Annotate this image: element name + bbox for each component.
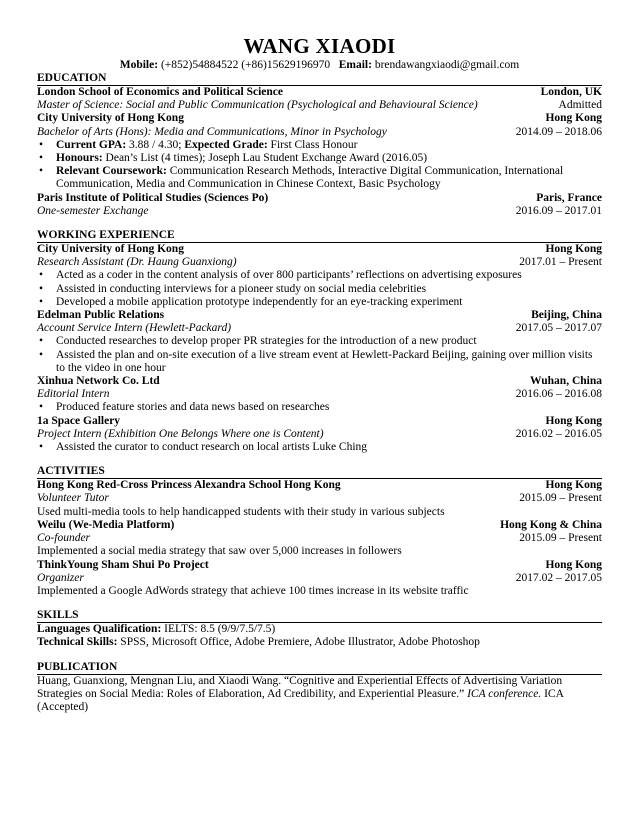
activity-org: Hong Kong Red-Cross Princess Alexandra School Hong Kong (37, 479, 341, 492)
job-dates: 2017.01 – Present (519, 256, 602, 269)
activity-desc: Implemented a Google AdWords strategy that achieve 100 times increase in its website traffic (37, 584, 469, 597)
job-role: Editorial Intern (37, 388, 110, 401)
publication-title: PUBLICATION (37, 661, 602, 675)
list-item: • Assisted the curator to conduct research on local artists Luke Ching (56, 441, 602, 454)
activity-role-row (37, 492, 602, 505)
list-item: • Produced feature stories and data news based on researches (56, 401, 602, 414)
job-location: Beijing, China (531, 309, 602, 322)
edu-lse-location: London, UK (540, 86, 602, 98)
publication-status: ICA (Accepted) (37, 687, 564, 713)
list-item: • Acted as a coder in the content analysis of over 800 participants’ reflections on advertising exposures (56, 269, 602, 282)
edu-sciencespo-degree-row (37, 205, 602, 218)
mobile-value: (+852)54884522 (+86)15629196970 (160, 59, 331, 71)
list-item: • Assisted the plan and on-site execution of a live stream event at Hewlett-Packard Beijing, gaining over million visits to the video in one hour (56, 349, 602, 375)
job-dates: 2016.06 – 2016.08 (515, 388, 602, 401)
activity-org-row (37, 479, 602, 492)
job-dates: 2016.02 – 2016.05 (515, 427, 602, 440)
technical-value: SPSS, Microsoft Office, Adobe Premiere, Adobe Illustrator, Adobe Photoshop (120, 636, 480, 649)
job-bullets (37, 441, 602, 454)
activity-org-row (37, 519, 602, 532)
list-item (56, 152, 602, 165)
edu-sciencespo-school: Paris Institute of Political Studies (Sciences Po) (37, 191, 269, 204)
email-label: Email: (338, 59, 372, 71)
list-item (56, 139, 602, 152)
edu-sciencespo-location: Paris, France (536, 191, 602, 204)
activity-role: Organizer (37, 571, 84, 584)
job-role-row (37, 256, 602, 269)
edu-cityu-school: City University of Hong Kong (37, 112, 184, 125)
edu-cityu-dates: 2014.09 – 2018.06 (515, 125, 602, 138)
job-role: Research Assistant (Dr. Haung Guanxiong) (37, 256, 237, 269)
job-location: Wuhan, China (529, 375, 602, 388)
email-value[interactable]: brendawangxiaodi@gmail.com (374, 59, 520, 71)
activity-dates: 2015.09 – Present (519, 532, 602, 545)
gpa-value: 3.88 / 4.30; (129, 138, 182, 151)
education-title: EDUCATION (37, 72, 602, 86)
job-org: 1a Space Gallery (37, 414, 121, 427)
edu-lse-degree-row (37, 99, 602, 112)
languages-value: IELTS: 8.5 (9/9/7.5/7.5) (164, 623, 276, 636)
publication-citation: Huang, Guanxiong, Mengnan Liu, and Xiaodi Wang. “Cognitive and Experiential Effects of Advertising Variation Strategies on Social Media: Roles of Elaboration, Ad Credibility, and Experiential Pleasure.” (37, 674, 563, 700)
expected-grade-value: First Class Honour (270, 138, 358, 151)
list-item (56, 165, 602, 191)
publication-conference: ICA conference. (467, 687, 542, 700)
activity-location: Hong Kong (545, 558, 602, 571)
job-org-row (37, 309, 602, 322)
job-org: Edelman Public Relations (37, 309, 165, 322)
list-item: • Developed a mobile application prototype independently for an eye-tracking experiment (56, 296, 602, 309)
job-bullets (37, 401, 602, 414)
publication-entry (37, 675, 602, 715)
job-dates: 2017.05 – 2017.07 (515, 322, 602, 335)
edu-cityu-degree-row (37, 126, 602, 139)
skills-section (37, 609, 602, 649)
edu-cityu-location: Hong Kong (545, 112, 602, 125)
languages-label: Languages Qualification: (37, 623, 162, 636)
job-org-row (37, 415, 602, 428)
candidate-name: WANG XIAODI (243, 34, 396, 58)
work-section (37, 229, 602, 454)
edu-lse-degree: Master of Science: Social and Public Communication (Psychological and Behavioural Science) (37, 99, 478, 112)
edu-sciencespo-row (37, 192, 602, 205)
activity-dates: 2017.02 – 2017.05 (515, 571, 602, 584)
skills-title: SKILLS (37, 609, 602, 623)
job-bullets (37, 269, 602, 309)
activity-desc: Used multi-media tools to help handicapped students with their study in various subjects (37, 505, 445, 518)
job-org: Xinhua Network Co. Ltd (37, 375, 160, 388)
work-title: WORKING EXPERIENCE (37, 229, 602, 243)
job-role: Project Intern (Exhibition One Belongs Where one is Content) (37, 427, 324, 440)
list-item: • Assisted in conducting interviews for a pioneer study on social media celebrities (56, 283, 602, 296)
job-org-row (37, 243, 602, 256)
job-org: City University of Hong Kong (37, 243, 184, 256)
technical-label: Technical Skills: (37, 636, 118, 649)
honours-label: Honours: (56, 152, 103, 165)
edu-lse-school: London School of Economics and Political Science (37, 86, 283, 98)
coursework-label: Relevant Coursework: (56, 165, 167, 178)
skills-technical (37, 636, 602, 649)
honours-value: Dean’s List (4 times); Joseph Lau Student Exchange Award (2016.05) (105, 152, 428, 165)
job-location: Hong Kong (545, 243, 602, 256)
list-item: • Conducted researches to develop proper PR strategies for the introduction of a new product (56, 335, 602, 348)
edu-sciencespo-dates: 2016.09 – 2017.01 (515, 204, 602, 217)
job-role: Account Service Intern (Hewlett-Packard) (37, 322, 232, 335)
activity-role: Volunteer Tutor (37, 492, 109, 505)
activity-org: Weilu (We-Media Platform) (37, 518, 175, 531)
activity-location: Hong Kong & China (500, 518, 602, 531)
coursework-value: Communication Research Methods, Interactive Digital Communication, International Communication, Media and Communication in Chinese Context, Basic Psychology (56, 165, 564, 191)
activity-org: ThinkYoung Sham Shui Po Project (37, 558, 209, 571)
skills-languages (37, 623, 602, 636)
job-role-row (37, 388, 602, 401)
activities-title: ACTIVITIES (37, 465, 602, 479)
gpa-label: Current GPA: (56, 138, 127, 151)
contact-line (37, 58, 602, 72)
job-bullets (37, 335, 602, 375)
education-section (37, 72, 602, 218)
job-role-row (37, 428, 602, 441)
expected-grade-label: Expected Grade: (184, 138, 268, 151)
edu-lse-row (37, 86, 602, 99)
publication-section (37, 661, 602, 715)
activity-desc: Implemented a social media strategy that saw over 5,000 increases in followers (37, 545, 402, 558)
activity-org-row (37, 559, 602, 572)
activity-role: Co-founder (37, 532, 91, 545)
job-org-row (37, 375, 602, 388)
edu-cityu-degree: Bachelor of Arts (Hons): Media and Communications, Minor in Psychology (37, 125, 387, 138)
activity-role-row (37, 572, 602, 585)
activity-role-row (37, 532, 602, 545)
activities-section (37, 465, 602, 598)
edu-cityu-bullets (37, 139, 602, 192)
activity-location: Hong Kong (545, 479, 602, 492)
resume-page (37, 34, 602, 714)
edu-cityu-row (37, 112, 602, 125)
edu-lse-status: Admitted (558, 99, 602, 112)
activity-dates: 2015.09 – Present (519, 492, 602, 505)
job-role-row (37, 322, 602, 335)
edu-sciencespo-degree: One-semester Exchange (37, 204, 149, 217)
mobile-label: Mobile: (119, 59, 159, 71)
job-location: Hong Kong (545, 414, 602, 427)
